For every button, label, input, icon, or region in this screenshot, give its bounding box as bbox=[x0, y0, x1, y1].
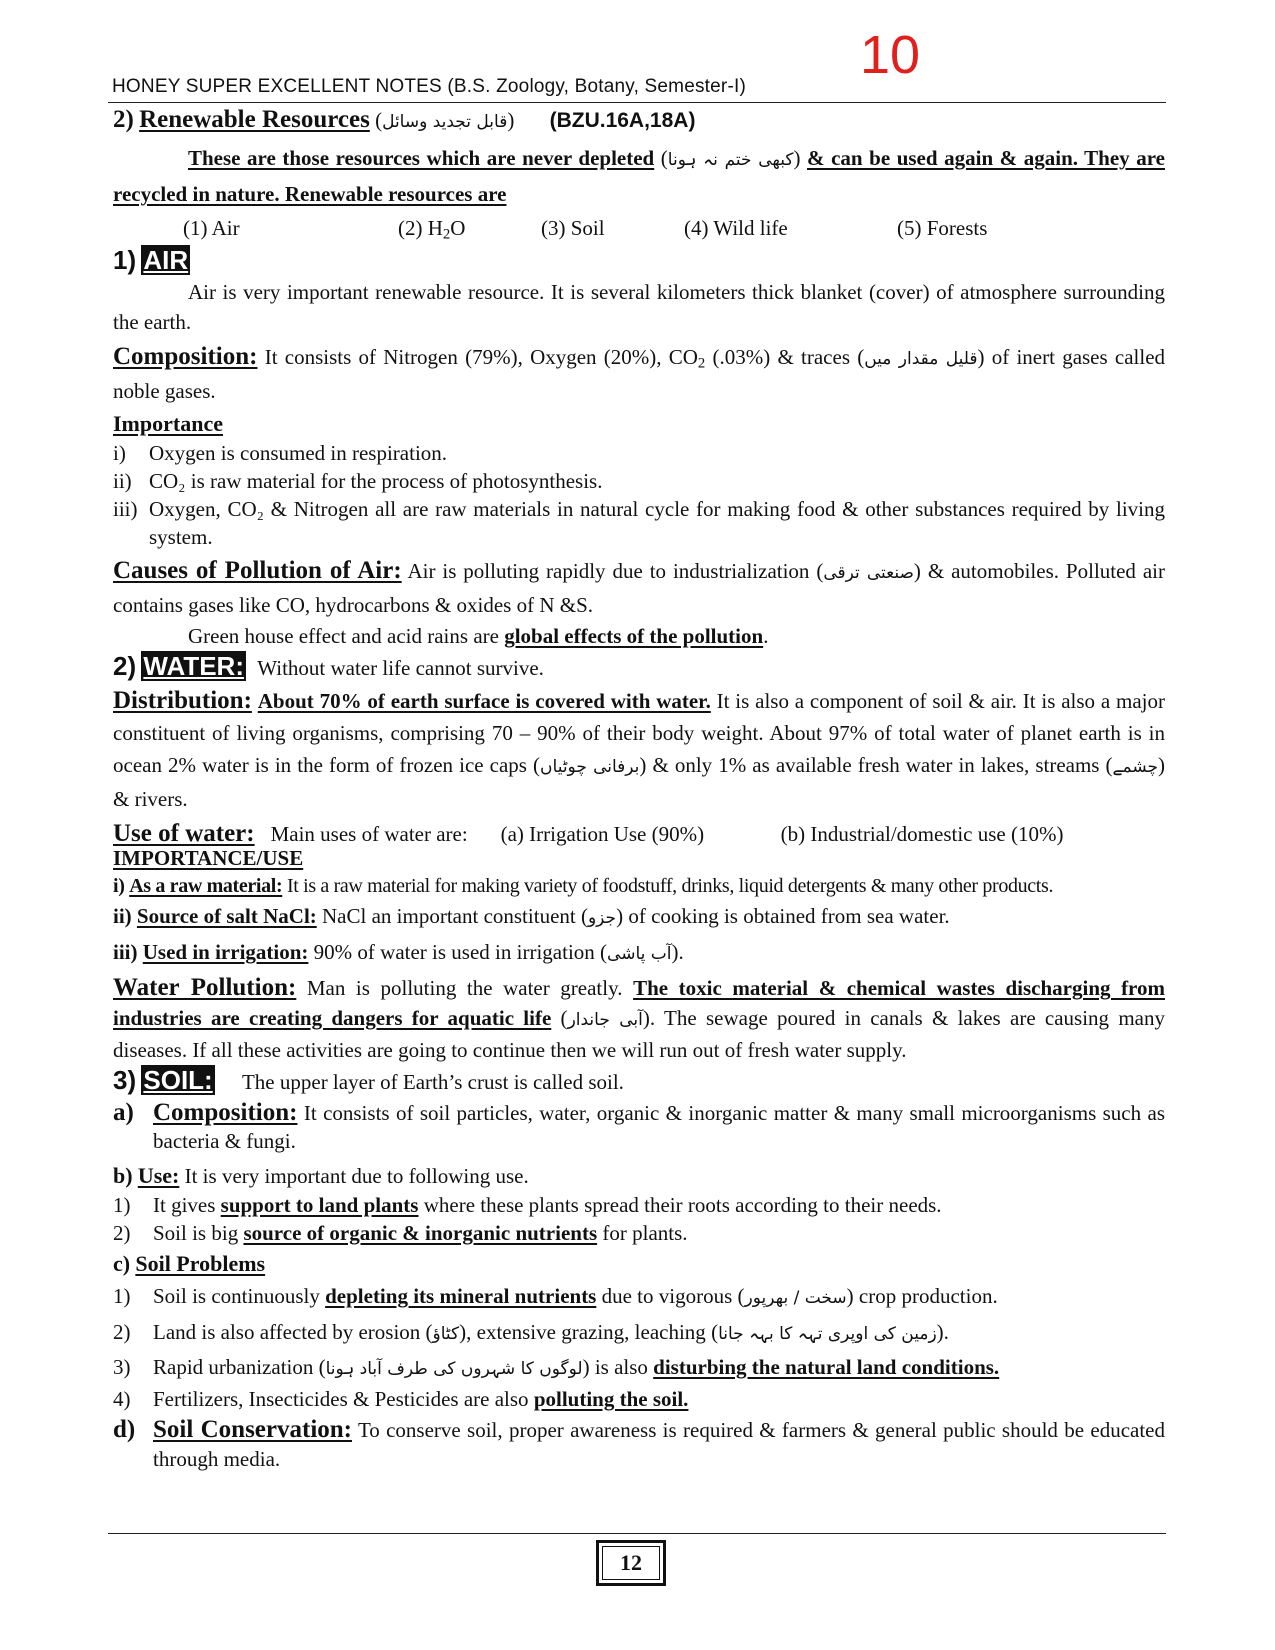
air-heading: AIR bbox=[143, 245, 189, 275]
list-item: 3) Rapid urbanization (لوگوں کا شہروں کی طرف آباد ہونا) is also disturbing the natural land conditions. bbox=[113, 1355, 1000, 1379]
page-number-red: 10 bbox=[860, 25, 921, 85]
soil-heading-line bbox=[113, 1065, 1165, 1097]
list-item: 2) Land is also affected by erosion (کٹاؤ), extensive grazing, leaching (زمین کی اوپری تہہ کا بہہ جانا). bbox=[113, 1320, 949, 1344]
list-item: 2) Soil is big source of organic & inorganic nutrients for plants. bbox=[113, 1221, 688, 1245]
water-pollution: Water Pollution: Man is polluting the water greatly. The toxic material & chemical wastes discharging from industries are creating dangers for aquatic life (آبی جاندار). The sewage poured in canals & lakes are causing many diseases. If all these activities are going to continue then we will run out of fresh water supply. bbox=[113, 974, 1165, 1062]
air-intro: Air is very important renewable resource. It is several kilometers thick blanket (cover) of atmosphere surrounding the earth. bbox=[113, 280, 1165, 334]
list-item: 1) Soil is continuously depleting its mineral nutrients due to vigorous (سخت / بھرپور) crop production. bbox=[113, 1284, 998, 1308]
header-title-main: HONEY SUPER EXCELLENT NOTES bbox=[112, 76, 442, 97]
soil-use-label: Use: bbox=[137, 1163, 180, 1188]
page-number-box bbox=[596, 1540, 666, 1586]
air-composition-label: Composition: bbox=[113, 343, 258, 370]
renewable-item-water: (2) $H_2O$ bbox=[398, 216, 466, 243]
water-pollution-label: Water Pollution: bbox=[113, 974, 297, 1001]
water-importance-label: IMPORTANCE/USE bbox=[113, 846, 304, 870]
list-item: iii) Oxygen, CO₂ & Nitrogen all are raw materials in natural cycle for making food & other substances required by living system. bbox=[113, 497, 1165, 549]
renewable-code: (BZU.16A,18A) bbox=[549, 109, 696, 132]
water-use: Use of water: Main uses of water are: (a) Irrigation Use (90%) (b) Industrial/domestic use (10%) bbox=[113, 820, 1064, 847]
air-heading-line bbox=[113, 245, 1165, 277]
water-importance-3: iii) Used in irrigation: 90% of water is used in irrigation (آب پاشی). bbox=[113, 940, 684, 964]
air-importance-list bbox=[113, 439, 1165, 551]
soil-conservation: d) Soil Conservation: To conserve soil, proper awareness is required & farmers & general public should be educated through media. bbox=[113, 1416, 1165, 1471]
air-causes: Causes of Pollution of Air: Air is polluting rapidly due to industrialization (صنعتی ترقی) & automobiles. Polluted air contains gases like CO, hydrocarbons & oxides of N &S. bbox=[113, 557, 1166, 617]
water-use-b: (b) Industrial/domestic use (10%) bbox=[780, 822, 1064, 846]
renewable-item-air: (1) Air bbox=[183, 216, 240, 240]
soil-conservation-label: Soil Conservation: bbox=[153, 1416, 352, 1443]
water-heading: WATER: bbox=[143, 651, 244, 681]
water-heading-line bbox=[113, 651, 1165, 683]
water-importance-1: i) As a raw material: It is a raw material for making variety of foodstuff, drinks, liquid detergents & many other products. bbox=[113, 875, 1054, 897]
air-causes-label: Causes of Pollution of Air: bbox=[113, 557, 402, 584]
renewable-item-wildlife: (4) Wild life bbox=[684, 216, 788, 240]
water-num: 2) bbox=[113, 651, 137, 681]
renewable-def-part1: These are those resources which are never depleted bbox=[188, 146, 655, 170]
water-distribution: Distribution: About 70% of earth surface is covered with water. It is also a component of soil & air. It is also a major constituent of living organisms, comprising 70 – 90% of their body weight. About 97% of total water of planet earth is in ocean 2% water is in the form of frozen ice caps (برفانی چوٹیاں) & only 1% as available fresh water in lakes, streams (چشمے) & rivers. bbox=[113, 687, 1166, 811]
renewable-heading-line: 2) Renewable Resources (قابل تجدید وسائل) (BZU.16A,18A) bbox=[113, 106, 696, 133]
renewable-definition: These are those resources which are never depleted (کبھی ختم نہ ہونا) & can be used again & again. They are recycled in nature. Renewable resources are bbox=[113, 146, 1165, 206]
list-item: i) Oxygen is consumed in respiration. bbox=[113, 441, 448, 465]
list-item: 4) Fertilizers, Insecticides & Pesticides are also polluting the soil. bbox=[113, 1387, 689, 1411]
water-importance-3-urdu: آب پاشی bbox=[607, 944, 672, 964]
water-intro: Without water life cannot survive. bbox=[257, 656, 544, 680]
header-subtitle: (B.S. Zoology, Botany, Semester-I) bbox=[447, 76, 746, 97]
soil-use-list bbox=[113, 1191, 1165, 1247]
soil-intro: The upper layer of Earth’s crust is called soil. bbox=[241, 1070, 624, 1094]
page-number: 12 bbox=[602, 1546, 660, 1580]
soil-num: 3) bbox=[113, 1065, 137, 1095]
air-causes-urdu: صنعتی ترقی bbox=[823, 563, 914, 583]
water-pollution-urdu: آبی جاندار bbox=[567, 1010, 643, 1030]
air-composition: Composition: It consists of Nitrogen (79%), Oxygen (20%), $CO_2$ (.03%) & traces (قلیل مقدار میں) of inert gases called noble gases. bbox=[113, 343, 1166, 403]
renewable-heading: Renewable Resources bbox=[139, 106, 370, 133]
renewable-items bbox=[113, 213, 1165, 243]
soil-problems-heading: c) Soil Problems bbox=[113, 1251, 266, 1276]
header-title bbox=[112, 76, 746, 98]
renewable-num: 2) bbox=[113, 106, 134, 133]
renewable-urdu: قابل تجدید وسائل bbox=[382, 112, 508, 132]
water-distribution-urdu-2: چشمے bbox=[1112, 757, 1158, 777]
water-importance-2: ii) Source of salt NaCl: NaCl an important constituent (جزو) of cooking is obtained from sea water. bbox=[113, 904, 950, 928]
list-item: ii) CO₂ is raw material for the process of photosynthesis. bbox=[113, 469, 603, 493]
soil-use: b) Use: It is very important due to following use. bbox=[113, 1163, 529, 1188]
soil-heading: SOIL: bbox=[143, 1065, 213, 1095]
header-rule bbox=[108, 102, 1166, 103]
water-distribution-label: Distribution: bbox=[113, 687, 252, 714]
air-importance-label: Importance bbox=[113, 411, 223, 436]
soil-composition-label: Composition: bbox=[153, 1099, 298, 1126]
renewable-def-part2: & can be used again & again. They are recycled in nature. Renewable resources are bbox=[113, 146, 1165, 206]
list-item: 1) It gives support to land plants where these plants spread their roots according to their needs. bbox=[113, 1193, 942, 1217]
water-distribution-urdu-1: برفانی چوٹیاں bbox=[540, 757, 640, 777]
air-green-house: Green house effect and acid rains are global effects of the pollution. bbox=[188, 624, 769, 648]
footer-rule bbox=[108, 1533, 1166, 1534]
air-composition-urdu: قلیل مقدار میں bbox=[864, 349, 978, 369]
renewable-def-urdu: کبھی ختم نہ ہونا bbox=[667, 150, 794, 170]
page-content bbox=[113, 105, 1165, 1474]
renewable-item-forests: (5) Forests bbox=[897, 216, 988, 240]
air-num: 1) bbox=[113, 245, 137, 275]
soil-composition: a) Composition: It consists of soil particles, water, organic & inorganic matter & many small microorganisms such as bacteria & fungi. bbox=[113, 1099, 1165, 1153]
renewable-item-soil: (3) Soil bbox=[541, 216, 605, 240]
soil-problems-list bbox=[113, 1279, 1165, 1413]
water-importance-2-urdu: جزو bbox=[587, 908, 617, 928]
water-use-a: (a) Irrigation Use (90%) bbox=[500, 822, 705, 846]
water-use-label: Use of water: bbox=[113, 820, 255, 847]
